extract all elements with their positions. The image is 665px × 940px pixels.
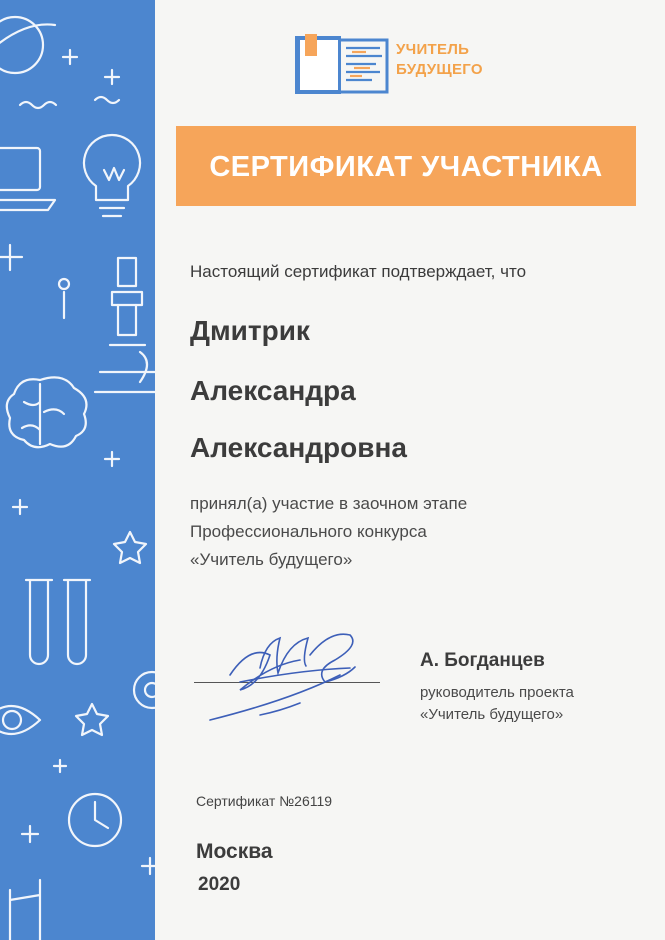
clock-icon xyxy=(69,794,121,846)
recipient-surname: Дмитрик xyxy=(190,315,310,346)
sparkle-icon-2 xyxy=(22,760,155,874)
wave-icon xyxy=(20,97,119,108)
title-banner xyxy=(176,126,636,206)
recipient-first-name: Александра xyxy=(190,375,356,406)
signer-name: А. Богданцев xyxy=(420,650,545,671)
test-tubes-icon xyxy=(26,580,90,664)
logo-line-2: БУДУЩЕГО xyxy=(396,61,483,78)
logo-line-1: УЧИТЕЛЬ xyxy=(396,41,470,58)
book-icon xyxy=(10,880,40,940)
logo-text xyxy=(396,40,483,80)
signer-role-line-2: «Учитель будущего» xyxy=(420,706,564,723)
plus-icon xyxy=(13,452,119,514)
book-logo-icon xyxy=(292,30,392,100)
lightbulb-icon xyxy=(84,135,140,216)
planet-icon xyxy=(0,17,55,73)
dot-line-icon xyxy=(0,245,69,318)
city: Москва xyxy=(196,840,273,863)
microscope-icon xyxy=(95,258,155,392)
participation-text xyxy=(190,490,467,574)
sparkle-icon xyxy=(63,50,119,84)
logo xyxy=(292,30,512,100)
signer-role-line-1: руководитель проекта xyxy=(420,684,574,701)
brain-icon xyxy=(7,377,87,447)
certificate-number: Сертификат №26119 xyxy=(196,793,333,809)
participation-line-3: «Учитель будущего» xyxy=(190,550,353,569)
signer-role xyxy=(420,682,574,726)
handwritten-signature xyxy=(200,620,390,730)
gear-icon xyxy=(134,672,155,708)
year: 2020 xyxy=(198,874,241,895)
recipient-patronymic: Александровна xyxy=(190,432,407,463)
participation-line-2: Профессионального конкурса xyxy=(190,522,427,541)
participation-line-1: принял(а) участие в заочном этапе xyxy=(190,494,468,513)
decorative-sidebar xyxy=(0,0,155,940)
laptop-icon xyxy=(0,148,55,210)
certificate-title: СЕРТИФИКАТ УЧАСТНИКА xyxy=(209,151,603,183)
eye-icon xyxy=(0,706,40,734)
intro-text: Настоящий сертификат подтверждает, что xyxy=(190,262,527,281)
